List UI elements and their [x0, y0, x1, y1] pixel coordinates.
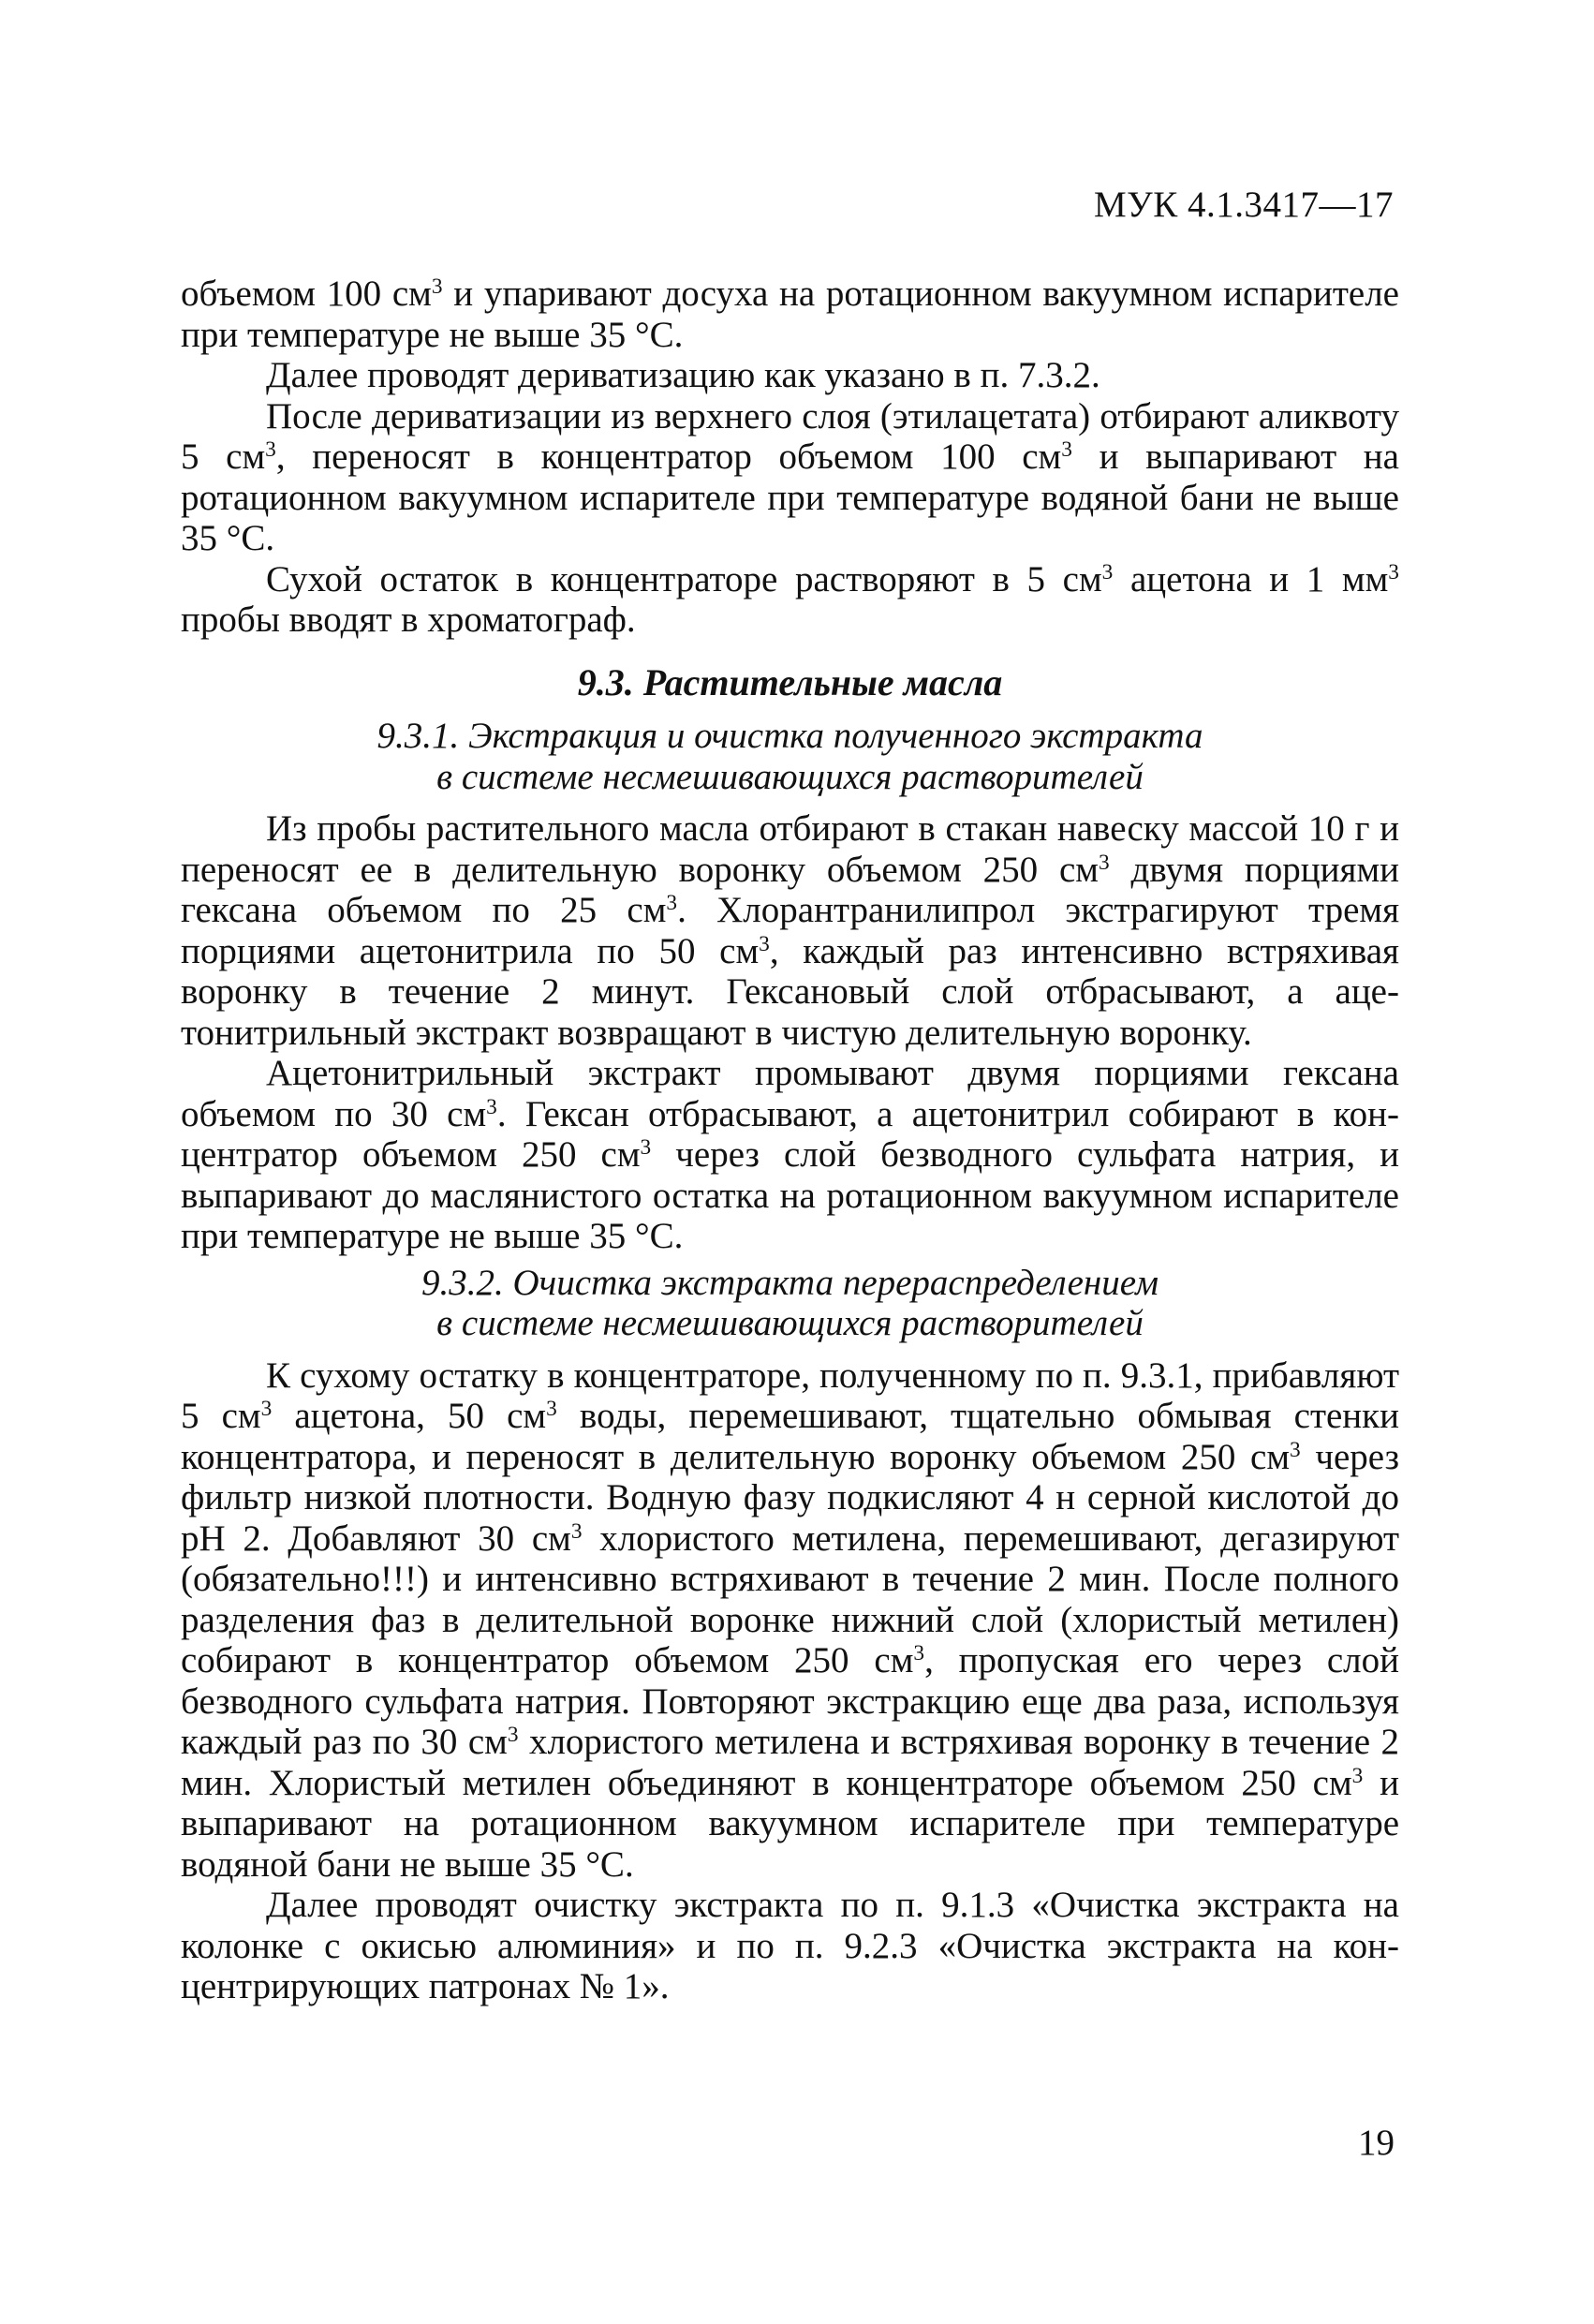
paragraph-aliquot: После дериватизации из верхнего слоя (этилацетата) отбирают аликвоту 5 $см^3$, переносят в концентратор объемом 100 $см^3$ и выпаривают на ротационном вакуумном испарителе при температуре водяной бани не выше 35 °С. — [181, 395, 1399, 558]
paragraph-continuation: объемом 100 $см^3$ и упаривают досуха на ротационном вакуумном испарителе при температуре не выше 35 °С. — [181, 274, 1399, 355]
paragraph-extraction: Из пробы растительного масла отбирают в стакан навеску массой 10 г и переносят ее в делительную воронку объемом 250 $см^3$ двумя порциями гексана объемом по 25 $см^3$. Хлорантранилипрол экстрагируют тремя порциями ацетонитрила по 50 $см^3$, каждый раз интенсивно встряхивая воронку в течение 2 минут. Гексановый слой отбрасывают, а ацетонитрильный экстракт возвращают в чистую делительную воронку. — [181, 808, 1400, 1053]
document-body — [181, 274, 1399, 2007]
subsection-heading-9-3-2 — [181, 1263, 1399, 1344]
paragraph-derivatization: Далее проводят дериватизацию как указано в п. 7.3.2. — [266, 355, 1100, 395]
paragraph-acetonitrile-wash: Ацетонитрильный экстракт промывают двумя порциями гексана объемом по 30 $см^3$. Гексан отбрасывают, а ацетонитрил собирают в концентратор объемом 250 $см^3$ через слой безводного сульфата натрия, и выпаривают до маслянистого остатка на ротационном вакуумном испарителе при температуре не выше 35 °С. — [181, 1053, 1399, 1256]
paragraph-further-cleanup: Далее проводят очистку экстракта по п. 9.1.3 «Очистка экстракта на колонке с окисью алюминия» и по п. 9.2.3 «Очистка экстракта на концентрирующих патронах № 1». — [181, 1885, 1399, 2006]
paragraph-redistribution: К сухому остатку в концентраторе, полученному по п. 9.3.1, прибавляют 5 $см^3$ ацетона, 50 $см^3$ воды, перемешивают, тщательно обмывая стенки концентратора, и переносят в делительную воронку объемом 250 $см^3$ через фильтр низкой плотности. Водную фазу подкисляют 4 н серной кислотой до рН 2. Добавляют 30 $см^3$ хлористого метилена, перемешивают, дегазируют (обязательно!!!) и интенсивно встряхивают в течение 2 мин. После полного разделения фаз в делительной воронке нижний слой (хлористый метилен) собирают в концентратор объемом 250 $см^3$, пропуская его через слой безводного сульфата натрия. Повторяют экстракцию еще два раза, используя каждый раз по 30 $см^3$ хлористого метилена и встряхивая воронку в течение 2 мин. Хлористый метилен объединяют в концентраторе объемом 250 $см^3$ и выпаривают на ротационном вакуумном испарителе при температуре водяной бани не выше 35 °С. — [181, 1354, 1399, 1885]
subsection-heading-line: 9.3.1. Экстракция и очистка полученного экстракта — [376, 716, 1203, 756]
page-number: 19 — [1358, 2123, 1395, 2163]
paragraph-dry-residue: Сухой остаток в концентраторе растворяют в 5 $см^3$ ацетона и 1 $мм^3$ пробы вводят в хроматограф. — [181, 558, 1399, 640]
subsection-heading-line: 9.3.2. Очистка экстракта перераспределением — [421, 1262, 1159, 1303]
subsection-heading-line: в системе несмешивающихся растворителей — [436, 756, 1144, 797]
section-heading-9-3: 9.3. Растительные масла — [577, 660, 1003, 703]
subsection-heading-9-3-1 — [181, 716, 1399, 797]
subsection-heading-line: в системе несмешивающихся растворителей — [436, 1303, 1144, 1343]
document-code-header: МУК 4.1.3417—17 — [1093, 185, 1394, 225]
